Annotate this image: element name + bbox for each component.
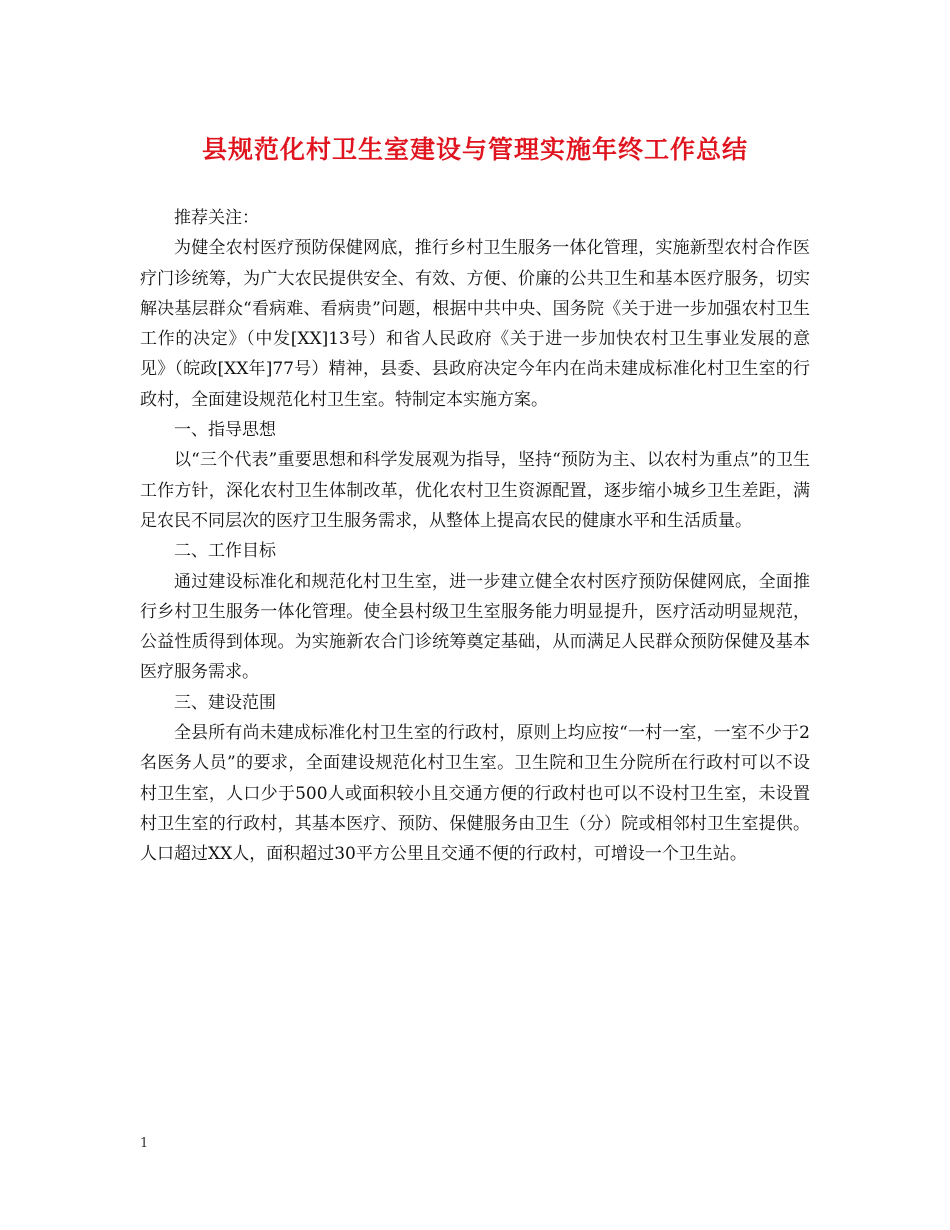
heading-guiding-ideology: 一、指导思想 [174, 420, 276, 441]
paragraph-guiding-ideology: 以“三个代表”重要思想和科学发展观为指导，坚持“预防为主、以农村为重点”的卫生工作方针，深化农村卫生体制改革，优化农村卫生资源配置，逐步缩小城乡卫生差距，满足农民不同层次的医疗卫生服务需求，从整体上提高农民的健康水平和生活质量。 [140, 450, 810, 531]
heading-construction-scope: 三、建设范围 [174, 692, 276, 713]
paragraph-recommend: 推荐关注： [174, 208, 259, 228]
document-title: 县规范化村卫生室建设与管理实施年终工作总结 [201, 135, 748, 164]
document-body [140, 203, 810, 870]
heading-work-goals: 二、工作目标 [174, 541, 276, 562]
paragraph-work-goals: 通过建设标准化和规范化村卫生室，进一步建立健全农村医疗预防保健网底，全面推行乡村卫生服务一体化管理。使全县村级卫生室服务能力明显提升，医疗活动明显规范，公益性质得到体现。为实施新农合门诊统筹奠定基础，从而满足人民群众预防保健及基本医疗服务需求。 [140, 571, 810, 683]
paragraph-intro: 为健全农村医疗预防保健网底，推行乡村卫生服务一体化管理，实施新型农村合作医疗门诊统筹，为广大农民提供安全、有效、方便、价廉的公共卫生和基本医疗服务，切实解决基层群众“看病难、看病贵”问题，根据中共中央、国务院《关于进一步加强农村卫生工作的决定》（中发[XX]13号）和省人民政府《关于进一步加快农村卫生事业发展的意见》（皖政[XX年]77号）精神，县委、县政府决定今年内在尚未建成标准化村卫生室的行政村，全面建设规范化村卫生室。特制定本实施方案。 [140, 238, 810, 410]
paragraph-construction-scope: 全县所有尚未建成标准化村卫生室的行政村，原则上均应按“一村一室，一室不少于2名医务人员”的要求，全面建设规范化村卫生室。卫生院和卫生分院所在行政村可以不设村卫生室，人口少于500人或面积较小且交通方便的行政村也可以不设村卫生室，未设置村卫生室的行政村，其基本医疗、预防、保健服务由卫生（分）院或相邻村卫生室提供。人口超过XX人，面积超过30平方公里且交通不便的行政村，可增设一个卫生站。 [140, 723, 810, 865]
page-number: 1 [140, 1136, 149, 1151]
